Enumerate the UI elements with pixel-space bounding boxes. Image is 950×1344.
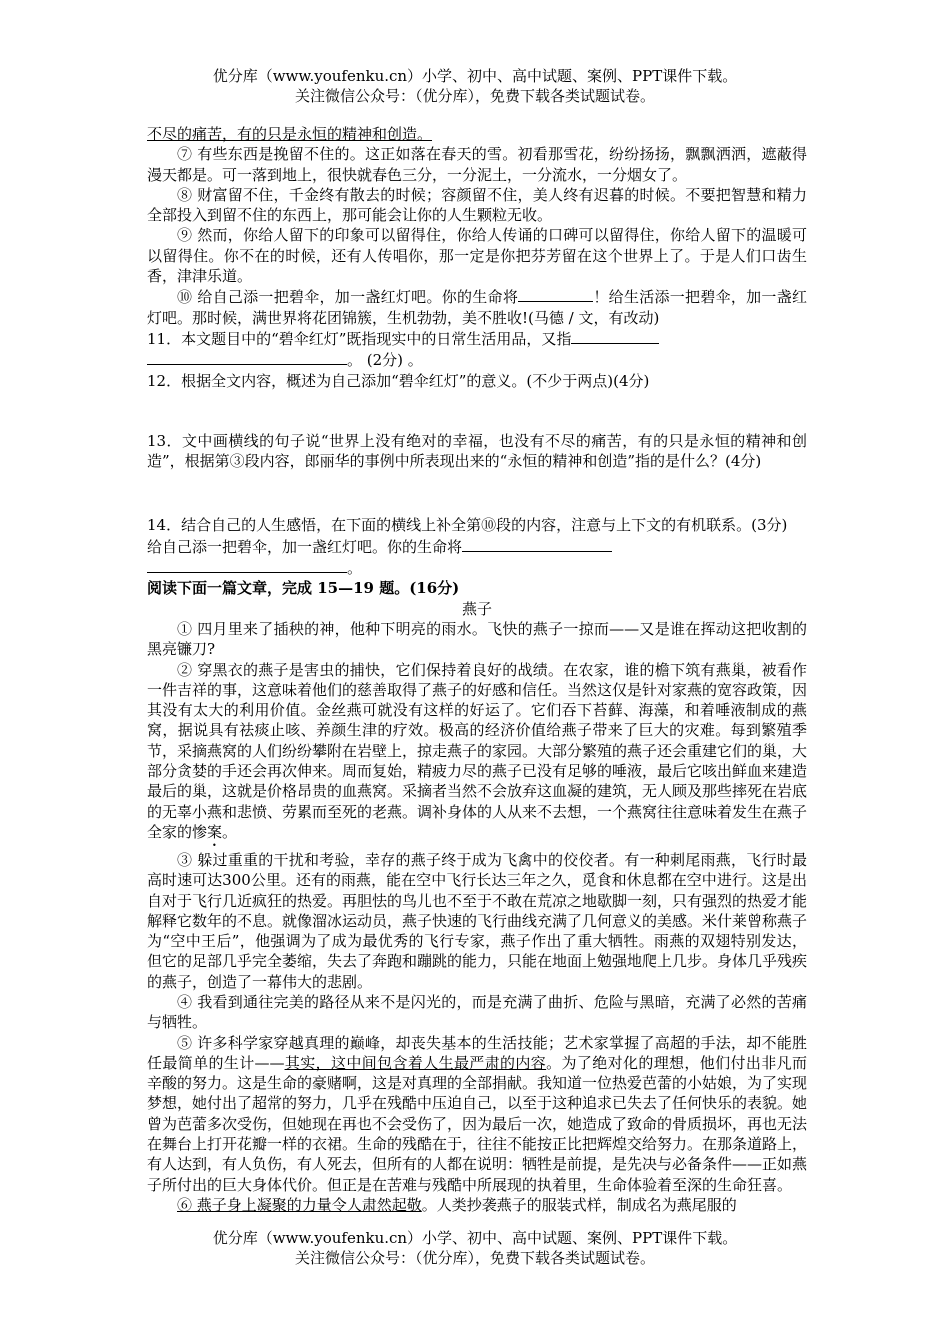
header-line-1: 优分库（www.youfenku.cn）小学、初中、高中试题、案例、PPT课件下载。 — [212, 67, 738, 85]
passage1-paragraph-10: ⑩ 给自己添一把碧伞，加一盏红灯吧。你的生命将 ！给生活添一把碧伞，加一盏红灯吧。那时候，满世界将花团锦簇，生机勃勃，美不胜收!(马德 / 文，有改动) — [147, 288, 807, 327]
passage2-paragraph-2: ② 穿黑衣的燕子是害虫的捕快，它们保持着良好的战绩。在农家，谁的檐下筑有燕巢，被看作一件吉祥的事，这意味着他们的慈善取得了燕子的好感和信任。当然这仅是针对家燕的宽容政策，因其没有太大的利用价值。金丝燕可就没有这样的好运了。它们吞下苔藓、海藻，和着唾液制成的燕窝，据说具有祛痰止咳、养颜生津的疗效。极高的经济价值给燕子带来了巨大的灾难。每到繁殖季节，采摘燕窝的人们纷纷攀附在岩壁上，掠走燕子的家园。大部分繁殖的燕子还会重建它们的巢，大部分贪婪的手还会再次伸来。周而复始，精疲力尽的燕子已没有足够的唾液，最后它咳出鲜血来建造最后的巢，这就是价格昂贵的血燕窝。采摘者当然不会放弃这血凝的建筑，无人顾及那些摔死在岩底的无辜小燕和悲愤、劳累而至死的老燕。调补身体的人从来不去想，一个燕窝往往意味着发生在燕子全家的惨案。 — [147, 660, 808, 841]
passage2-paragraph-6: ⑥ 燕子身上凝聚的力量令人肃然起敬。人类抄袭燕子的服装式样，制成名为燕尾服的 — [177, 1195, 737, 1214]
answer-blank[interactable] — [147, 349, 347, 365]
underlined-sentence: ⑥ 燕子身上凝聚的力量令人肃然起敬 — [177, 1195, 422, 1214]
header-line-2: 关注微信公众号：（优分库），免费下载各类试题试卷。 — [294, 87, 655, 105]
question-14-line: 给自己添一把碧伞，加一盏红灯吧。你的生命将 。 — [147, 536, 807, 579]
passage2-paragraph-5: ⑤ 许多科学家穿越真理的巅峰，却丧失基本的生活技能；艺术家掌握了高超的手法，却不能胜任最简单的生计——其实，这中间包含着人生最严肃的内容。为了绝对化的理想，他们付出非凡而辛酸的努力。这是生命的豪赌啊，这是对真理的全部捐献。我知道一位热爱芭蕾的小姑娘，为了实现梦想，她付出了超常的努力，几乎在残酷中压迫自己，以至于这种追求已失去了任何快乐的表貌。她曾为芭蕾多次受伤，但她现在再也不会受伤了，因为最后一次，她造成了致命的骨质损坏，再也无法在舞台上打开花瓣一样的衣裙。生命的残酷在于，往往不能按正比把辉煌交给努力。在那条道路上，有人达到，有人负伤，有人死去，但所有的人都在说明：牺牲是前提，是先决与必备条件——正如燕子所付出的巨大身体代价。但正是在苦难与残酷中所展现的执着里，生命体验着至深的生命狂喜。 — [147, 1033, 808, 1194]
passage2-paragraph-1: ① 四月里来了插秧的神，他种下明亮的雨水。飞快的燕子一掠而——又是谁在挥动这把收割的黑亮镰刀? — [147, 619, 807, 659]
page-header — [0, 66, 950, 106]
answer-space — [147, 471, 807, 515]
answer-blank[interactable] — [518, 286, 593, 302]
underlined-sentence: 其实，这中间包含着人生最严肃的内容 — [284, 1053, 547, 1072]
footer-line-2: 关注微信公众号：（优分库），免费下载各类试题试卷。 — [294, 1249, 655, 1267]
question-12: 12．根据全文内容，概述为自己添加“碧伞红灯”的意义。(不少于两点)(4分) — [147, 371, 650, 390]
answer-blank[interactable] — [147, 557, 347, 573]
answer-space — [147, 391, 807, 431]
footer-line-1: 优分库（www.youfenku.cn）小学、初中、高中试题、案例、PPT课件下载。 — [212, 1229, 738, 1247]
passage1-continuation — [147, 124, 807, 144]
question-11: 11．本文题目中的“碧伞红灯”既指现实中的日常生活用品，又指 。 (2分) 。 — [147, 328, 807, 371]
question-13: 13．文中画横线的句子说“世界上没有绝对的幸福，也没有不尽的痛苦，有的只是永恒的精神和创造”，根据第③段内容，郎丽华的事例中所表现出来的“永恒的精神和创造”指的是什么？(4分) — [147, 431, 807, 471]
passage2-paragraph-4: ④ 我看到通往完美的路径从来不是闪光的，而是充满了曲折、危险与黑暗，充满了必然的苦痛与牺牲。 — [147, 992, 807, 1032]
passage1-paragraph-9: ⑨ 然而，你给人留下的印象可以留得住，你给人传诵的口碑可以留得住，你给人留下的温暖可以留得住。你不在的时候，还有人传唱你，那一定是你把芬芳留在这个世界上了。于是人们口齿生香，津津乐道。 — [147, 226, 807, 286]
passage1-paragraph-8: ⑧ 财富留不住，千金终有散去的时候；容颜留不住，美人终有迟暮的时候。不要把智慧和精力全部投入到留不住的东西上，那可能会让你的人生颗粒无收。 — [147, 185, 807, 225]
reading-instruction: 阅读下面一篇文章，完成 15—19 题。(16分) — [147, 579, 460, 598]
question-14: 14．结合自己的人生感悟，在下面的横线上补全第⑩段的内容，注意与上下文的有机联系。(3分) — [147, 516, 788, 535]
page-footer — [0, 1228, 950, 1268]
article-title: 燕子 — [461, 599, 492, 618]
page-body — [147, 124, 807, 1215]
answer-blank[interactable] — [462, 536, 612, 552]
answer-blank[interactable] — [571, 328, 659, 344]
passage2-paragraph-3: ③ 躲过重重的干扰和考验，幸存的燕子终于成为飞禽中的佼佼者。有一种刺尾雨燕，飞行时最高时速可达300公里。还有的雨燕，能在空中飞行长达三年之久，觅食和休息都在空中进行。这是出自对于飞行几近疯狂的热爱。再胆怯的鸟儿也不至于不敢在荒凉之地歇脚一刻，只有强烈的热爱才能解释它数年的不息。就像溜冰运动员，燕子快速的飞行曲线充满了几何意义的美感。米什莱曾称燕子为“空中王后”，他强调为了成为最优秀的飞行专家，燕子作出了重大牺牲。雨燕的双翅特别发达，但它的足部几乎完全萎缩，失去了奔跑和蹦跳的能力，只能在地面上勉强地爬上几步。身体几乎残疾的燕子，创造了一幕伟大的悲剧。 — [147, 850, 808, 991]
passage1-paragraph-7: ⑦ 有些东西是挽留不住的。这正如落在春天的雪。初看那雪花，纷纷扬扬，飘飘洒洒，遮蔽得漫天都是。可一落到地上，很快就春色三分，一分泥土，一分流水，一分烟女了。 — [147, 145, 807, 184]
underlined-sentence: 不尽的痛苦，有的只是永恒的精神和创造。 — [147, 125, 433, 143]
emphasis-dotted-text: 案 — [207, 822, 223, 841]
